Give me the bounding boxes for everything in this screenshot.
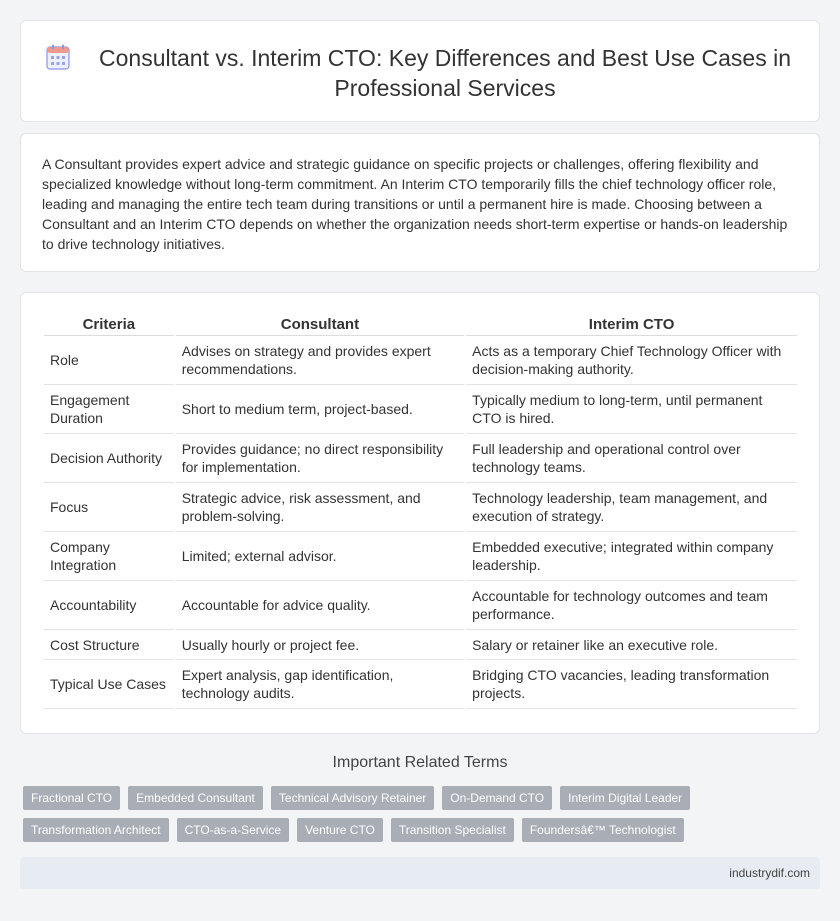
interim-cto-cell: Full leadership and operational control over technology teams.: [466, 434, 797, 483]
intro-card: [20, 133, 820, 272]
table-row: [44, 385, 797, 434]
consultant-cell: Accountable for advice quality.: [176, 581, 464, 630]
tag-fractional-cto[interactable]: Fractional CTO: [23, 786, 120, 810]
interim-cto-cell: Accountable for technology outcomes and team performance.: [466, 581, 797, 630]
interim-cto-cell: Typically medium to long-term, until permanent CTO is hired.: [466, 385, 797, 434]
interim-cto-cell: Salary or retainer like an executive role.: [466, 630, 797, 660]
tag-technical-advisory-retainer[interactable]: Technical Advisory Retainer: [271, 786, 434, 810]
table-header-row: [44, 314, 797, 336]
tag-transition-specialist[interactable]: Transition Specialist: [391, 818, 514, 842]
consultant-cell: Provides guidance; no direct responsibility for implementation.: [176, 434, 464, 483]
criteria-cell: Typical Use Cases: [44, 660, 174, 709]
tag-row: [23, 786, 823, 810]
tag-on-demand-cto[interactable]: On-Demand CTO: [442, 786, 552, 810]
tag-cto-as-a-service[interactable]: CTO-as-a-Service: [177, 818, 289, 842]
comparison-card: [20, 292, 820, 734]
criteria-cell: Role: [44, 336, 174, 385]
interim-cto-cell: Embedded executive; integrated within company leadership.: [466, 532, 797, 581]
page-title: Consultant vs. Interim CTO: Key Differences and Best Use Cases in Professional Services: [99, 45, 791, 101]
tag-row: [23, 818, 823, 842]
table-row: [44, 630, 797, 660]
criteria-cell: Accountability: [44, 581, 174, 630]
interim-cto-cell: Technology leadership, team management, and execution of strategy.: [466, 483, 797, 532]
tag-venture-cto[interactable]: Venture CTO: [297, 818, 383, 842]
consultant-cell: Strategic advice, risk assessment, and problem-solving.: [176, 483, 464, 532]
title-card: [20, 20, 820, 122]
related-terms-heading: Important Related Terms: [332, 754, 508, 771]
interim-cto-cell: Bridging CTO vacancies, leading transformation projects.: [466, 660, 797, 709]
tag-founders-technologist[interactable]: Foundersâ€™ Technologist: [522, 818, 684, 842]
table-row: [44, 660, 797, 709]
consultant-cell: Advises on strategy and provides expert recommendations.: [176, 336, 464, 385]
consultant-cell: Usually hourly or project fee.: [176, 630, 464, 660]
table-row: [44, 434, 797, 483]
consultant-cell: Short to medium term, project-based.: [176, 385, 464, 434]
criteria-cell: Engagement Duration: [44, 385, 174, 434]
table-row: [44, 483, 797, 532]
consultant-cell: Expert analysis, gap identification, technology audits.: [176, 660, 464, 709]
tag-embedded-consultant[interactable]: Embedded Consultant: [128, 786, 263, 810]
consultant-cell: Limited; external advisor.: [176, 532, 464, 581]
header-criteria: Criteria: [44, 314, 174, 336]
table-row: [44, 532, 797, 581]
table-row: [44, 336, 797, 385]
header-consultant: Consultant: [176, 314, 464, 336]
criteria-cell: Decision Authority: [44, 434, 174, 483]
intro-paragraph: A Consultant provides expert advice and strategic guidance on specific projects or challenges, offering flexibility and specialized knowledge without long-term commitment. An Interim CTO temporarily fills the chief technology officer role, leading and managing the entire tech team during transitions or until a permanent hire is made. Choosing between a Consultant and an Interim CTO depends on whether the organization needs short-term expertise or hands-on leadership to drive technology initiatives.: [42, 156, 788, 252]
footer: [20, 857, 820, 889]
tag-interim-digital-leader[interactable]: Interim Digital Leader: [560, 786, 690, 810]
footer-site-link[interactable]: industrydif.com: [729, 866, 810, 880]
tag-transformation-architect[interactable]: Transformation Architect: [23, 818, 169, 842]
comparison-table: [42, 314, 799, 709]
table-row: [44, 581, 797, 630]
criteria-cell: Company Integration: [44, 532, 174, 581]
header-interim-cto: Interim CTO: [466, 314, 797, 336]
related-terms-tags: [23, 786, 823, 850]
criteria-cell: Focus: [44, 483, 174, 532]
interim-cto-cell: Acts as a temporary Chief Technology Officer with decision-making authority.: [466, 336, 797, 385]
criteria-cell: Cost Structure: [44, 630, 174, 660]
